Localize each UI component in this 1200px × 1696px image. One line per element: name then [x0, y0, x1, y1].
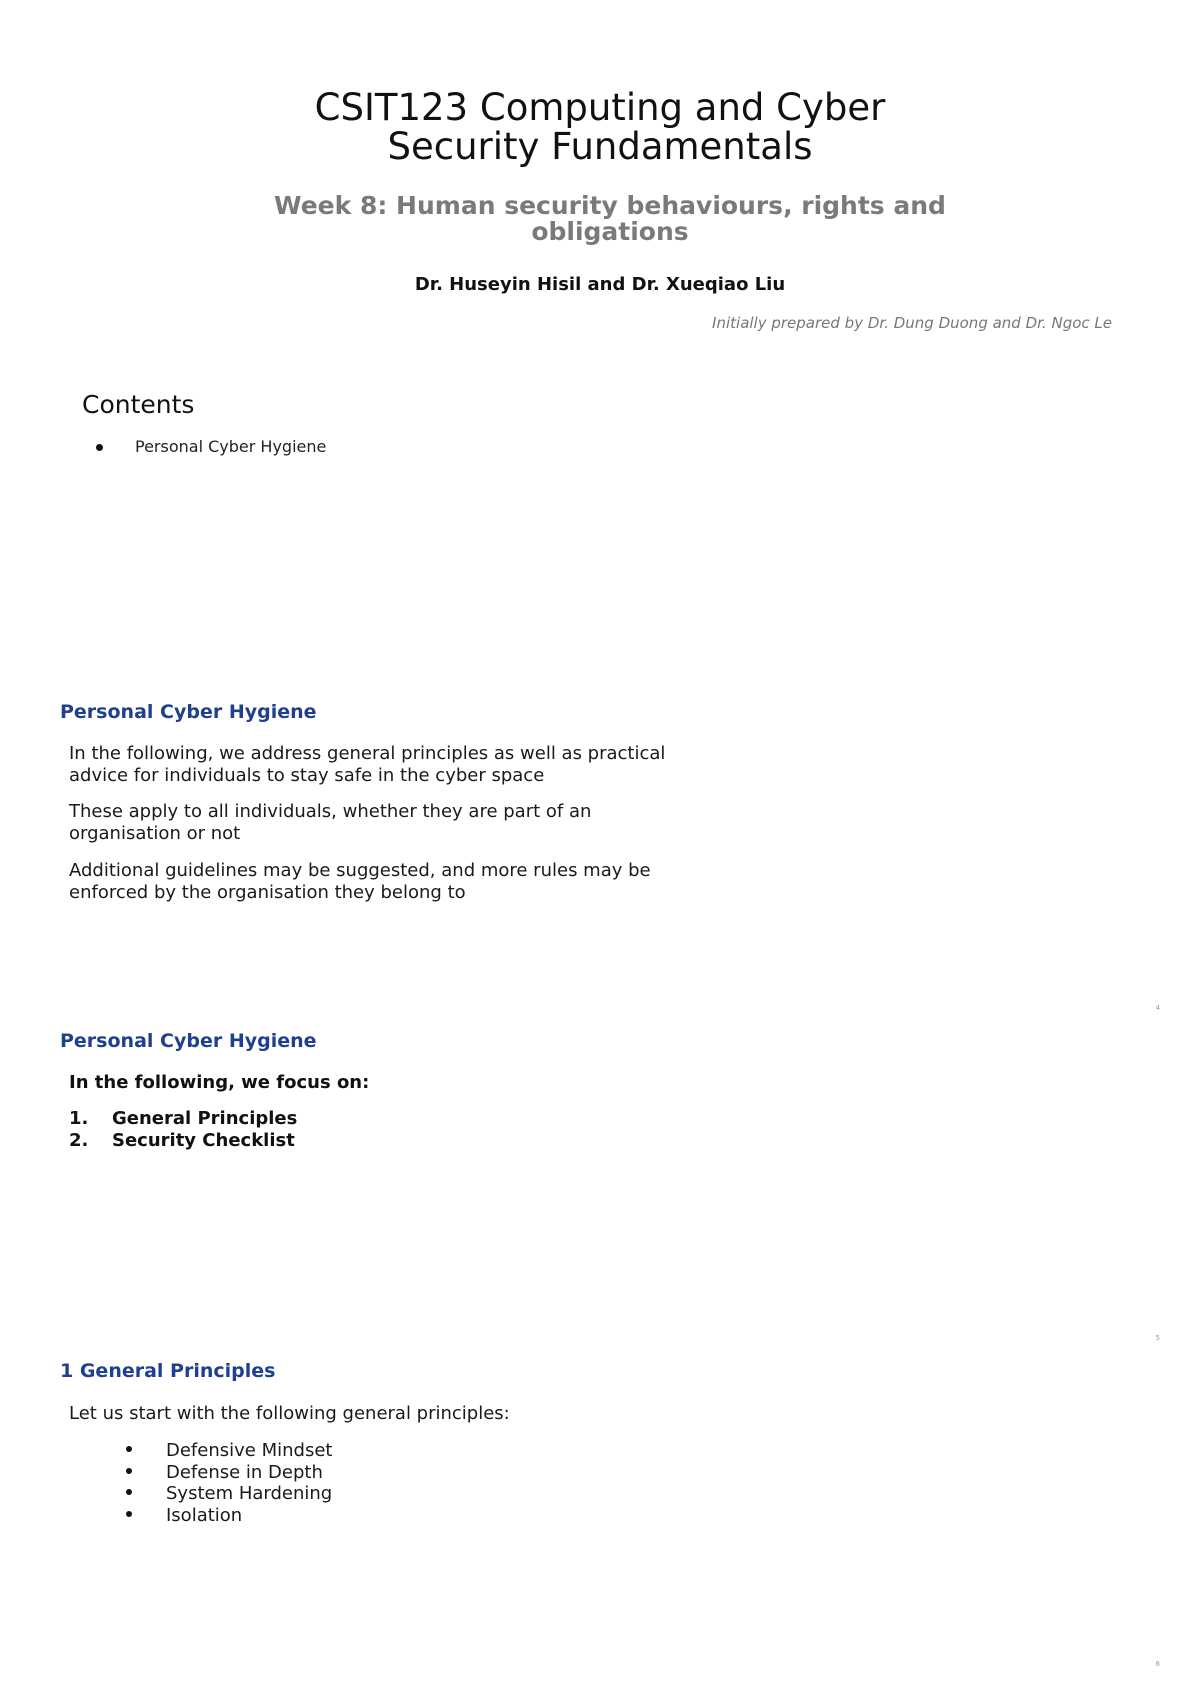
subtitle-line-2: obligations	[531, 217, 689, 246]
contents-item	[96, 437, 326, 456]
paragraph-line: These apply to all individuals, whether they are part of an	[69, 801, 592, 822]
principles-list	[126, 1440, 332, 1526]
paragraph-line: advice for individuals to stay safe in the cyber space	[69, 765, 545, 786]
focus-intro: In the following, we focus on:	[69, 1072, 370, 1093]
list-item-label: Defense in Depth	[166, 1461, 323, 1483]
bullet-icon	[96, 444, 103, 451]
list-item-label: System Hardening	[166, 1483, 333, 1504]
paragraph	[69, 801, 1029, 845]
list-item	[69, 1130, 297, 1152]
section-heading-personal-cyber-hygiene: Personal Cyber Hygiene	[60, 701, 317, 723]
list-item	[126, 1483, 332, 1505]
list-item	[126, 1462, 332, 1484]
week-subtitle	[130, 193, 1090, 245]
prepared-by-note: Initially prepared by Dr. Dung Duong and Dr. Ngoc Le	[712, 314, 1112, 332]
paragraph-line: organisation or not	[69, 823, 241, 844]
page-number: 4	[1155, 1004, 1160, 1012]
document-title	[0, 88, 1200, 166]
paragraph-line: In the following, we address general principles as well as practical	[69, 743, 666, 764]
page-number: 6	[1155, 1660, 1160, 1668]
list-item	[126, 1505, 332, 1527]
title-line-2: Security Fundamentals	[387, 125, 813, 168]
principles-intro	[69, 1403, 1029, 1425]
section-heading-general-principles: 1 General Principles	[60, 1360, 276, 1382]
paragraph-line: enforced by the organisation they belong to	[69, 882, 466, 903]
list-item-label: Isolation	[166, 1504, 243, 1526]
paragraph-line: Let us start with the following general principles:	[69, 1403, 510, 1424]
list-item	[69, 1108, 297, 1130]
bullet-icon	[126, 1468, 132, 1474]
list-item-number: 1.	[69, 1108, 89, 1129]
section-heading-personal-cyber-hygiene: Personal Cyber Hygiene	[60, 1030, 317, 1052]
title-line-1: CSIT123 Computing and Cyber	[314, 86, 886, 129]
bullet-icon	[126, 1511, 132, 1517]
focus-list	[69, 1108, 297, 1152]
contents-heading: Contents	[82, 390, 195, 419]
paragraph-line: Additional guidelines may be suggested, and more rules may be	[69, 860, 651, 881]
paragraph	[69, 743, 1029, 787]
list-item-label: Defensive Mindset	[166, 1440, 333, 1461]
bullet-icon	[126, 1489, 132, 1495]
list-item	[126, 1440, 332, 1462]
list-item-label: General Principles	[112, 1108, 298, 1129]
list-item-number: 2.	[69, 1130, 89, 1151]
bullet-icon	[126, 1446, 132, 1452]
subtitle-line-1: Week 8: Human security behaviours, rights and	[274, 191, 946, 220]
page-number: 5	[1155, 1334, 1160, 1342]
authors: Dr. Huseyin Hisil and Dr. Xueqiao Liu	[414, 274, 786, 295]
paragraph	[69, 860, 1029, 904]
list-item-label: Security Checklist	[112, 1130, 295, 1151]
contents-item-label: Personal Cyber Hygiene	[135, 437, 327, 456]
